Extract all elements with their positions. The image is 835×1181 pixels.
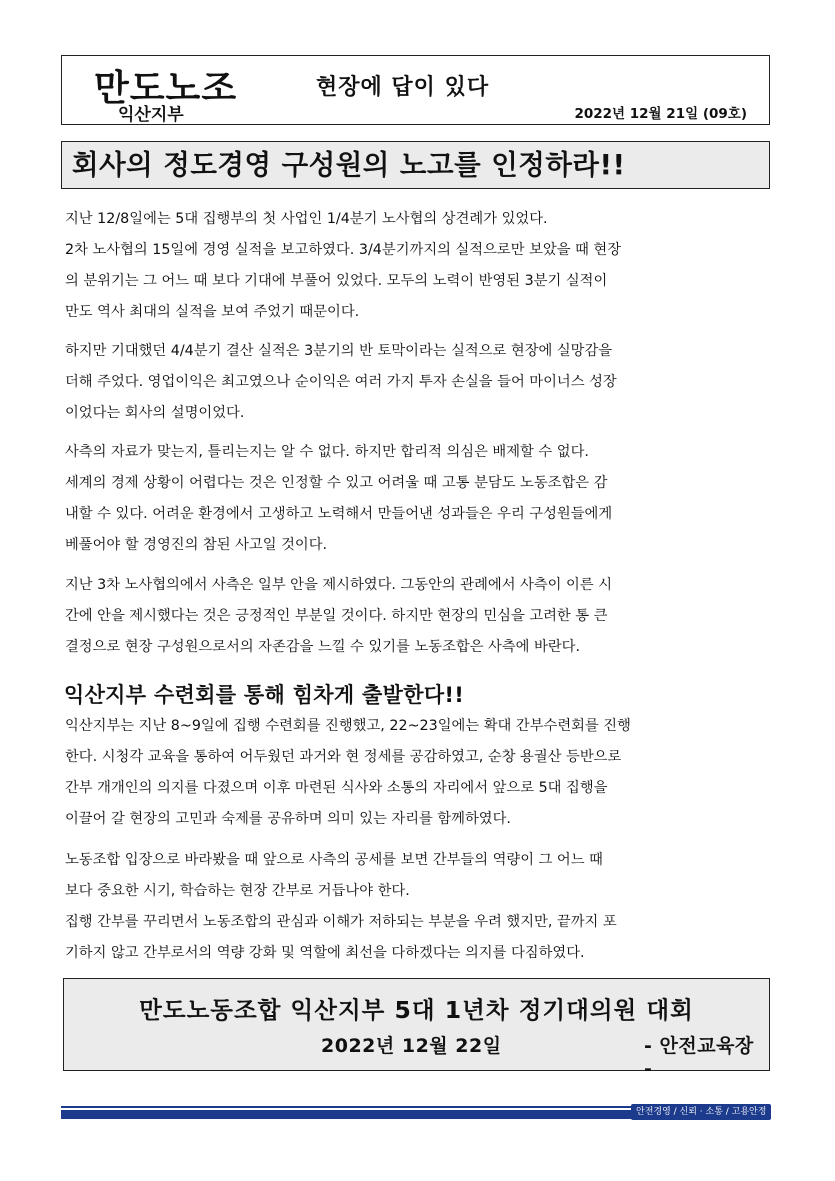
paragraph-line: 이끌어 갈 현장의 고민과 숙제를 공유하며 의미 있는 자리를 함께하였다. [65,811,511,827]
notice-venue: - 안전교육장 - [644,1035,754,1080]
paragraph-line: 기하지 않고 간부로서의 역량 강화 및 역할에 최선을 다하겠다는 의지를 다짐하였다. [65,945,585,961]
footer-tagline: 안전경영 / 신뢰 · 소통 / 고용안정 [631,1104,771,1120]
headline: 회사의 정도경영 구성원의 노고를 인정하라!! [61,141,770,189]
meeting-notice [63,978,770,1080]
paragraph-line: 지난 12/8일에는 5대 집행부의 첫 사업인 1/4분기 노사협의 상견례가 있었다. [65,211,548,227]
masthead [61,55,770,125]
paragraph-line: 익산지부는 지난 8~9일에 집행 수련회를 진행했고, 22~23일에는 확대 간부수련회를 진행 [65,718,631,734]
paragraph-line: 한다. 시청각 교육을 통하여 어두웠던 과거와 현 정세를 공감하였고, 순창 용궐산 등반으로 [65,749,622,765]
union-name: 만도노조 [94,68,238,109]
paragraph-2 [65,336,773,429]
paragraph-line: 간에 안을 제시했다는 것은 긍정적인 부분일 것이다. 하지만 현장의 민심을 고려한 통 큰 [65,608,608,624]
paragraph-line: 내할 수 있다. 어려운 환경에서 고생하고 노력해서 만들어낸 성과들은 우리 구성원들에게 [65,506,613,522]
paragraph-3 [65,437,773,561]
paragraph-1 [65,204,773,328]
paragraph-line: 의 분위기는 그 어느 때 보다 기대에 부풀어 있었다. 모두의 노력이 반영된 3분기 실적이 [65,273,608,289]
paragraph-line: 이었다는 회사의 설명이었다. [65,405,245,421]
paragraph-line: 노동조합 입장으로 바라봤을 때 앞으로 사측의 공세를 보면 간부들의 역량이 그 어느 때 [65,852,603,868]
paragraph-line: 세계의 경제 상황이 어렵다는 것은 인정할 수 있고 어려울 때 고통 분담도 노동조합은 감 [65,475,608,491]
slogan: 현장에 답이 있다 [316,75,490,100]
issue-date: 2022년 12월 21일 (09호) [574,106,747,122]
notice-title: 만도노동조합 익산지부 5대 1년차 정기대의원 대회 [139,996,694,1024]
paragraph-line: 2차 노사협의 15일에 경영 실적을 보고하였다. 3/4분기까지의 실적으로만 보았을 때 현장 [65,242,622,258]
subheadline: 익산지부 수련회를 통해 힘차게 출발한다!! [64,683,465,707]
paragraph-line: 만도 역사 최대의 실적을 보여 주었기 때문이다. [65,304,360,320]
footer-rule [61,1106,631,1108]
paragraph-line: 간부 개개인의 의지를 다졌으며 이후 마련된 식사와 소통의 자리에서 앞으로 5대 집행을 [65,780,608,796]
paragraph-line: 하지만 기대했던 4/4분기 결산 실적은 3분기의 반 토막이라는 실적으로 현장에 실망감을 [65,343,613,359]
paragraph-line: 결정으로 현장 구성원으로서의 자존감을 느낄 수 있기를 노동조합은 사측에 바란다. [65,639,581,655]
branch-name: 익산지부 [118,105,184,125]
paragraph-line: 지난 3차 노사협의에서 사측은 일부 안을 제시하였다. 그동안의 관례에서 사측이 이른 시 [65,577,613,593]
paragraph-line: 사측의 자료가 맞는지, 틀리는지는 알 수 없다. 하지만 합리적 의심은 배제할 수 없다. [65,444,589,460]
paragraph-line: 더해 주었다. 영업이익은 최고였으나 순이익은 여러 가지 투자 손실을 들어 마이너스 성장 [65,374,617,390]
paragraph-4 [65,570,773,663]
paragraph-line: 집행 간부를 꾸리면서 노동조합의 관심과 이해가 저하되는 부분을 우려 했지만, 끝까지 포 [65,914,617,930]
notice-date: 2022년 12월 22일 [321,1035,502,1057]
paragraph-line: 베풀어야 할 경영진의 참된 사고일 것이다. [65,537,328,553]
paragraph-line: 보다 중요한 시기, 학습하는 현장 간부로 거듭나야 한다. [65,883,410,899]
paragraph-5 [65,711,773,835]
paragraph-6 [65,845,773,969]
